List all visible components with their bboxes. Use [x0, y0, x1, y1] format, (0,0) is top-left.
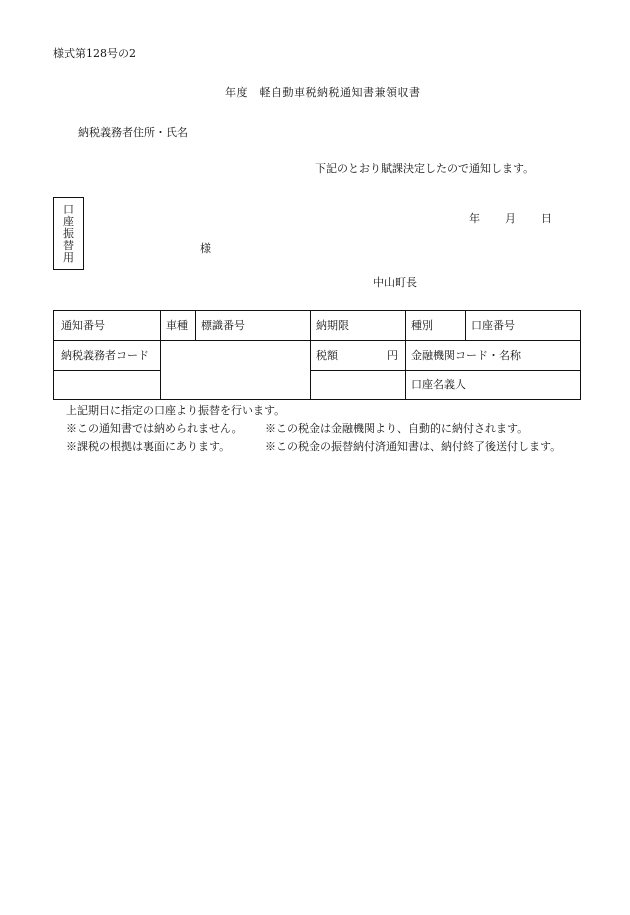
account-transfer-char: 座 — [63, 214, 74, 228]
account-transfer-char: 口 — [63, 202, 74, 216]
tax-amount-label: 税額 — [316, 349, 338, 362]
table-row-divider — [54, 340, 580, 341]
account-transfer-char: 用 — [63, 250, 74, 264]
date-year-label: 年 — [469, 212, 480, 225]
document-title: 年度 軽自動車税納税通知書兼領収書 — [225, 86, 421, 99]
notice-statement: 下記のとおり賦課決定したので通知します。 — [315, 162, 535, 175]
tax-notice-table — [53, 310, 581, 400]
table-col-divider — [160, 311, 161, 399]
issuer-mayor: 中山町長 — [373, 276, 417, 289]
table-col-divider — [195, 311, 196, 340]
yen-unit-label: 円 — [387, 349, 398, 362]
account-number-label: 口座番号 — [471, 319, 515, 332]
account-holder-label: 口座名義人 — [411, 378, 466, 391]
note-receipt-sent: ※この税金の振替納付済通知書は、納付終了後送付します。 — [265, 440, 562, 453]
honorific-sama: 様 — [200, 242, 211, 255]
account-transfer-char: 振 — [63, 226, 74, 240]
table-row-divider — [310, 370, 580, 371]
category-label: 種別 — [411, 319, 433, 332]
date-month-label: 月 — [505, 212, 516, 225]
payment-deadline-label: 納期限 — [316, 319, 349, 332]
taxpayer-code-label: 納税義務者コード — [61, 349, 149, 362]
note-cannot-pay-with-notice: ※この通知書では納められません。 — [66, 422, 243, 435]
note-auto-payment: ※この税金は金融機関より、自動的に納付されます。 — [265, 422, 529, 435]
taxpayer-address-name-label: 納税義務者住所・氏名 — [78, 126, 188, 139]
plate-number-label: 標識番号 — [201, 319, 245, 332]
table-col-divider — [405, 311, 406, 399]
date-day-label: 日 — [541, 212, 552, 225]
table-col-divider — [465, 311, 466, 340]
bank-code-name-label: 金融機関コード・名称 — [411, 349, 521, 362]
form-number: 様式第128号の2 — [53, 47, 136, 60]
account-transfer-box — [53, 197, 84, 270]
note-transfer: 上記期日に指定の口座より振替を行います。 — [66, 404, 286, 417]
account-transfer-char: 替 — [63, 238, 74, 252]
vehicle-type-label: 車種 — [166, 319, 188, 332]
notice-number-label: 通知番号 — [61, 319, 105, 332]
table-row-divider — [54, 370, 160, 371]
note-tax-basis: ※課税の根拠は裏面にあります。 — [66, 440, 231, 453]
table-col-divider — [310, 311, 311, 399]
